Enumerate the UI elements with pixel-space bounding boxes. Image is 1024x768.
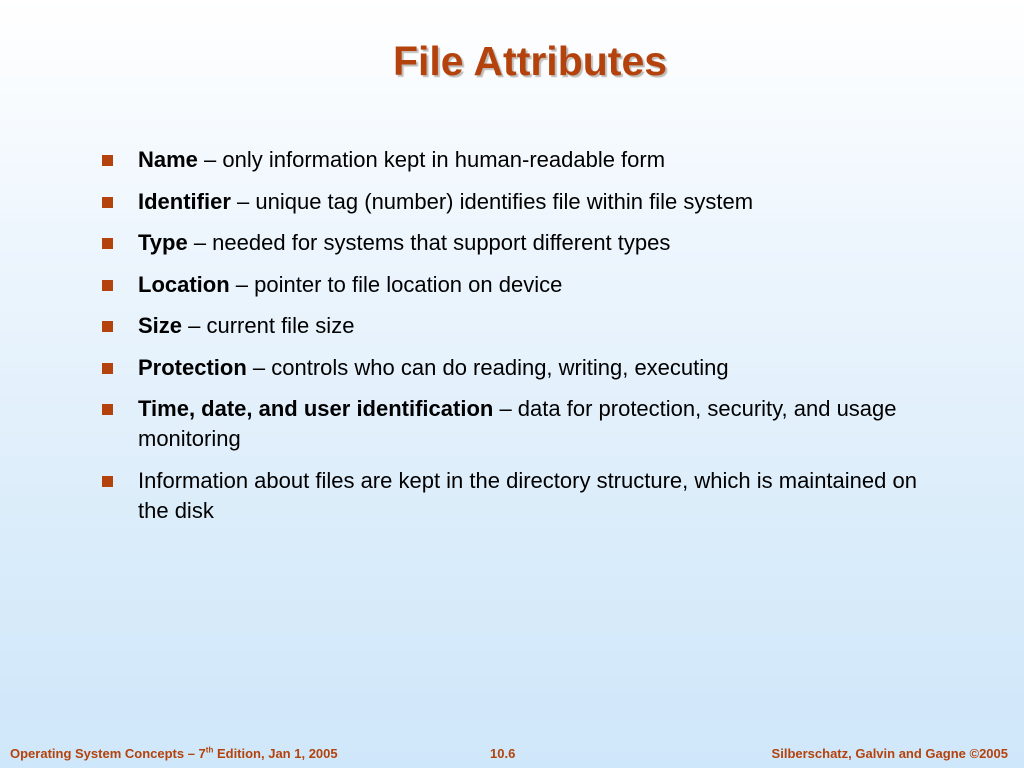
bullet-text: – current file size bbox=[182, 313, 355, 338]
footer-book-title bbox=[10, 746, 338, 761]
bullet-term: Time, date, and user identification bbox=[138, 396, 494, 421]
footer-book-title-prefix: Operating System Concepts – 7 bbox=[10, 746, 206, 761]
bullet-item bbox=[100, 187, 920, 217]
footer-edition-superscript: th bbox=[205, 745, 214, 755]
bullet-text: – only information kept in human-readable form bbox=[197, 147, 666, 172]
bullet-term: Location bbox=[138, 271, 230, 297]
bullet-item bbox=[100, 270, 920, 300]
bullet-term: Protection bbox=[138, 354, 247, 380]
square-bullet-icon bbox=[102, 197, 113, 208]
bullet-term: Identifier bbox=[138, 188, 231, 214]
bullet-text: Information about files are kept in the directory structure, which is maintained on the disk bbox=[138, 467, 917, 523]
bullet-item bbox=[100, 466, 920, 526]
slide-title: File Attributes bbox=[392, 38, 668, 84]
bullet-item bbox=[100, 353, 920, 383]
bullet-item bbox=[100, 311, 920, 341]
footer-book-title-suffix: Edition, Jan 1, 2005 bbox=[213, 746, 338, 761]
footer-copyright: Silberschatz, Galvin and Gagne ©2005 bbox=[771, 746, 1008, 761]
square-bullet-icon bbox=[102, 155, 113, 166]
bullet-term: Name bbox=[138, 147, 198, 172]
bullet-text: – pointer to file location on device bbox=[229, 271, 563, 297]
square-bullet-icon bbox=[102, 238, 113, 249]
bullet-item bbox=[100, 228, 920, 258]
bullet-list bbox=[100, 145, 920, 537]
bullet-text: – data for protection, security, and usage monitoring bbox=[138, 396, 897, 451]
square-bullet-icon bbox=[102, 280, 113, 291]
bullet-text: – controls who can do reading, writing, executing bbox=[246, 354, 729, 380]
bullet-text: – unique tag (number) identifies file within file system bbox=[230, 188, 754, 214]
square-bullet-icon bbox=[102, 363, 113, 374]
bullet-item bbox=[100, 145, 920, 175]
footer-page-number: 10.6 bbox=[490, 746, 516, 761]
bullet-item bbox=[100, 394, 920, 454]
square-bullet-icon bbox=[102, 404, 113, 415]
bullet-term: Type bbox=[138, 230, 188, 255]
square-bullet-icon bbox=[102, 321, 113, 332]
bullet-term: Size bbox=[138, 313, 183, 338]
bullet-text: – needed for systems that support different types bbox=[187, 230, 671, 255]
square-bullet-icon bbox=[102, 476, 113, 487]
